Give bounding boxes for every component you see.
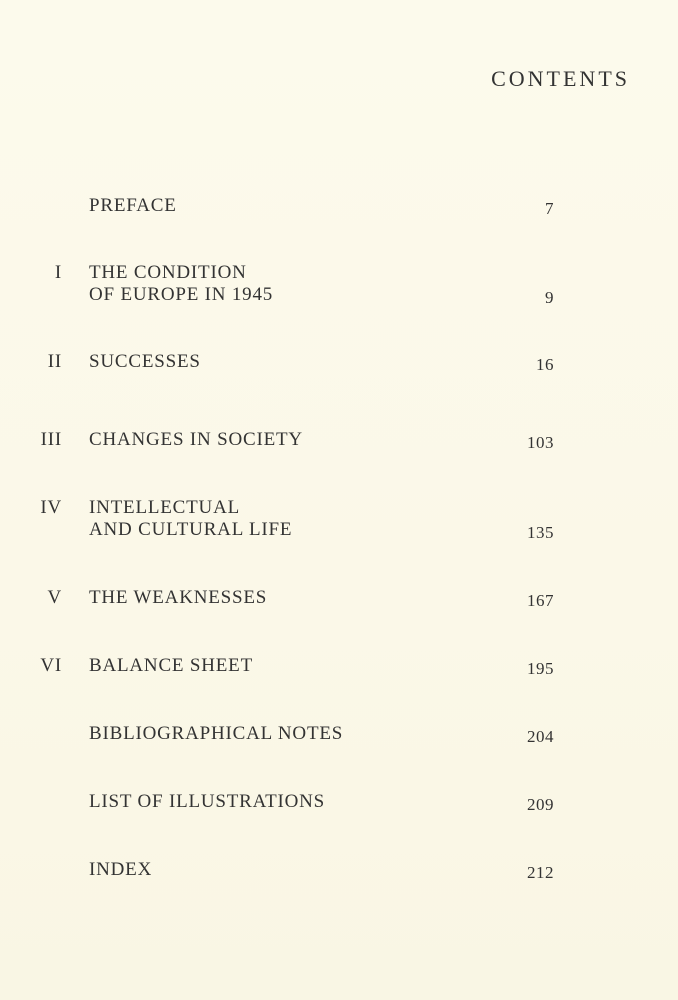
chapter-title-line: BALANCE SHEET: [89, 655, 253, 676]
page-number: 135: [527, 523, 554, 542]
chapter-title: [89, 262, 273, 306]
page-number: 209: [527, 795, 554, 814]
chapter-title-line: PREFACE: [89, 195, 177, 216]
chapter-title: [89, 497, 292, 541]
chapter-title: [89, 587, 267, 609]
chapter-title-line: THE WEAKNESSES: [89, 587, 268, 608]
chapter-number: II: [47, 351, 62, 372]
page-number: 195: [527, 659, 554, 678]
chapter-number: III: [40, 429, 62, 450]
page-number: 103: [527, 433, 554, 452]
chapter-title: [89, 859, 152, 881]
page-number: 9: [545, 288, 554, 307]
contents-heading: CONTENTS: [491, 66, 630, 91]
chapter-title-line: OF EUROPE IN 1945: [89, 284, 274, 305]
chapter-title: [89, 195, 177, 217]
page-number: 204: [527, 727, 554, 746]
chapter-title-line: SUCCESSES: [89, 351, 201, 372]
chapter-title-line: INDEX: [89, 859, 153, 880]
chapter-number: V: [47, 587, 62, 608]
page-number: 167: [527, 591, 554, 610]
chapter-title-line: INTELLECTUAL: [89, 497, 241, 518]
chapter-title: [89, 723, 343, 745]
chapter-title-line: LIST OF ILLUSTRATIONS: [89, 791, 326, 812]
chapter-title-line: THE CONDITION: [89, 262, 247, 283]
chapter-title: [89, 351, 201, 373]
chapter-title-line: BIBLIOGRAPHICAL NOTES: [89, 723, 344, 744]
chapter-title: [89, 655, 253, 677]
chapter-title: [89, 429, 303, 451]
chapter-title-line: CHANGES IN SOCIETY: [89, 429, 303, 450]
chapter-number: IV: [40, 497, 62, 518]
chapter-title-line: AND CULTURAL LIFE: [89, 519, 293, 540]
page-number: 212: [527, 863, 554, 882]
page-number: 7: [545, 199, 554, 218]
chapter-number: I: [54, 262, 62, 283]
chapter-number: VI: [40, 655, 62, 676]
page-number: 16: [536, 355, 554, 374]
chapter-title: [89, 791, 325, 813]
